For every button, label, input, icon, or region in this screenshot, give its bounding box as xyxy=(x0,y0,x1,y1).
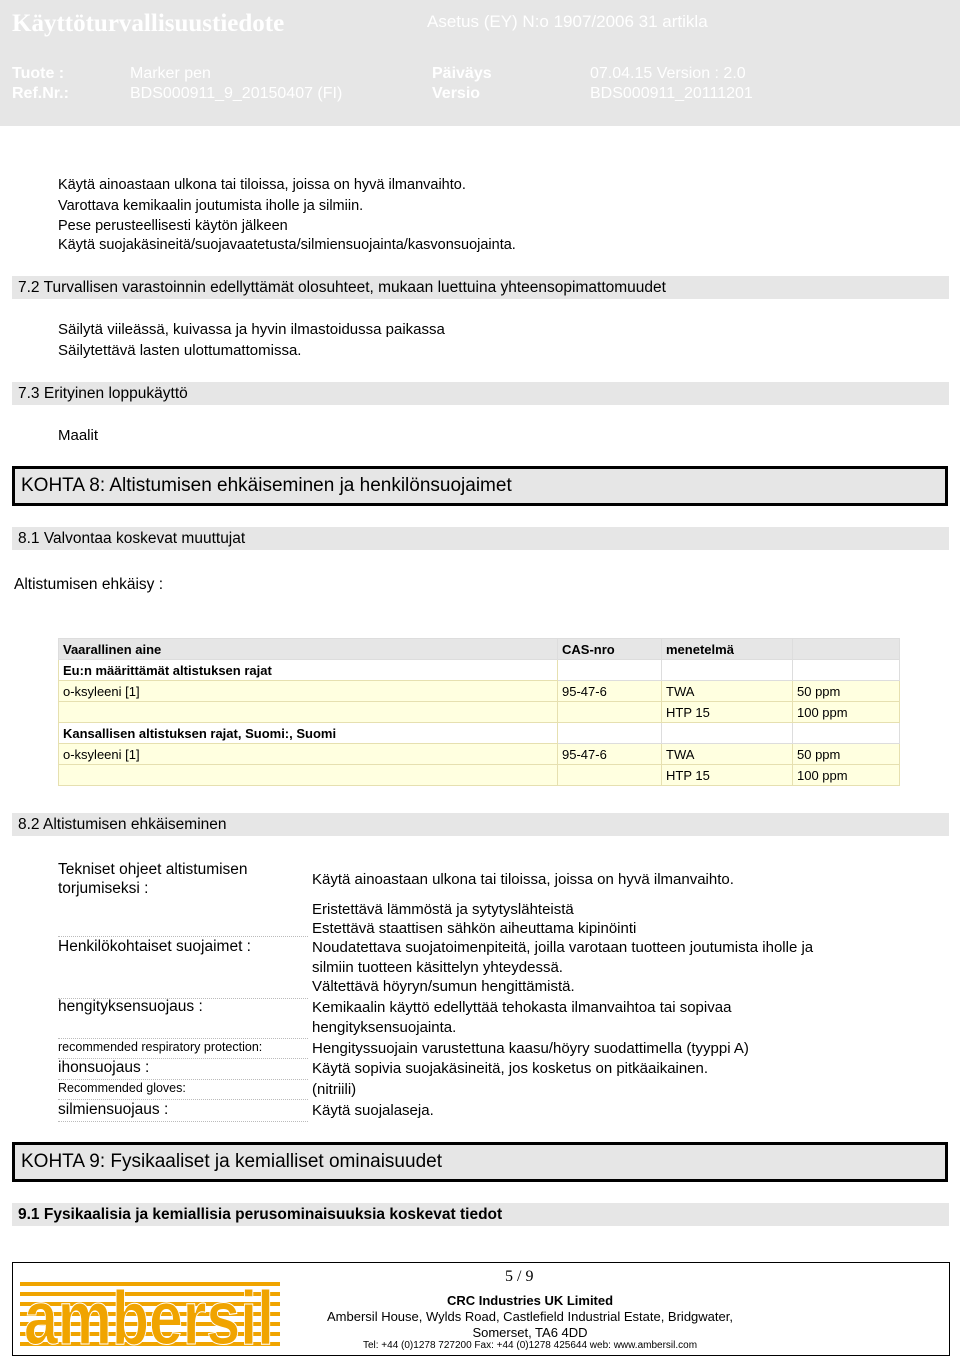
table-cell xyxy=(558,723,662,744)
protection-label: Recommended gloves: xyxy=(58,1081,308,1100)
protection-line: Käytä sopivia suojakäsineitä, jos kosketus on pitkäaikainen. xyxy=(312,1060,709,1077)
protection-line: Hengityssuojain varustettuna kaasu/höyry suodattimella (tyyppi A) xyxy=(312,1040,749,1057)
table-cell: 50 ppm xyxy=(793,744,900,765)
product-label: Tuote : xyxy=(12,65,65,82)
protection-line: Noudatettava suojatoimenpiteitä, joilla varotaan tuotteen joutumista iholle ja xyxy=(312,939,814,956)
table-cell xyxy=(793,660,900,681)
protection-label: silmiensuojaus : xyxy=(58,1101,308,1122)
table-header-cell: CAS-nro xyxy=(558,639,662,660)
ref-label: Ref.Nr.: xyxy=(12,85,69,102)
protection-value xyxy=(312,1080,912,1100)
table-cell xyxy=(558,702,662,723)
exposure-limits-table xyxy=(58,638,900,786)
protection-label: recommended respiratory protection: xyxy=(58,1040,308,1059)
footer-address-2: Somerset, TA6 4DD xyxy=(472,1325,588,1340)
intro-line: Käytä ainoastaan ulkona tai tiloissa, joissa on hyvä ilmanvaihto. xyxy=(58,177,466,193)
table-cell xyxy=(793,723,900,744)
version-label: Versio xyxy=(432,85,481,102)
table-cell: o-ksyleeni [1] xyxy=(59,681,558,702)
protection-label: Henkilökohtaiset suojaimet : xyxy=(58,938,308,999)
ambersil-logo xyxy=(20,1268,280,1357)
section-7-3-heading: 7.3 Erityinen loppukäyttö xyxy=(12,382,949,405)
product-value: Marker pen xyxy=(130,65,211,82)
footer-address-1: Ambersil House, Wylds Road, Castlefield Industrial Estate, Bridgwater, xyxy=(327,1309,733,1324)
section-8-2-heading: 8.2 Altistumisen ehkäiseminen xyxy=(12,813,949,836)
table-header-cell xyxy=(793,639,900,660)
table-cell: 95-47-6 xyxy=(558,681,662,702)
protection-value xyxy=(312,938,912,997)
date-label: Päiväys xyxy=(432,65,492,82)
table-row xyxy=(59,744,900,765)
intro-line: Pese perusteellisesti käytön jälkeen xyxy=(58,218,288,234)
table-row xyxy=(59,765,900,786)
table-cell: o-ksyleeni [1] xyxy=(59,744,558,765)
protection-value xyxy=(312,870,912,939)
protection-line: hengityksensuojainta. xyxy=(312,1018,457,1036)
table-cell: 100 ppm xyxy=(793,702,900,723)
table-cell: TWA xyxy=(662,744,793,765)
table-cell xyxy=(558,765,662,786)
table-cell xyxy=(558,660,662,681)
section-7-2-heading: 7.2 Turvallisen varastoinnin edellyttämät olosuhteet, mukaan luettuina yhteensopimattomuudet xyxy=(12,276,949,299)
protection-label: hengityksensuojaus : xyxy=(58,998,308,1039)
table-cell: Eu:n määrittämät altistuksen rajat xyxy=(59,660,558,681)
intro-line: Varottava kemikaalin joutumista iholle ja silmiin. xyxy=(58,198,364,214)
storage-line: Säilytettävä lasten ulottumattomissa. xyxy=(58,342,302,359)
svg-text:ambersil: ambersil xyxy=(24,1276,274,1357)
table-header-cell: menetelmä xyxy=(662,639,793,660)
protection-line: silmiin tuotteen käsittelyn yhteydessä. xyxy=(312,958,563,976)
protection-line: Käytä suojalaseja. xyxy=(312,1102,434,1119)
protection-line: (nitriili) xyxy=(312,1081,357,1098)
table-row xyxy=(59,681,900,702)
document-title: Käyttöturvallisuustiedote xyxy=(12,10,285,37)
protection-value xyxy=(312,998,912,1037)
date-value: 07.04.15 Version : 2.0 xyxy=(590,65,746,82)
table-cell: 50 ppm xyxy=(793,681,900,702)
section-8-1-heading: 8.1 Valvontaa koskevat muuttujat xyxy=(12,527,949,550)
table-row xyxy=(59,723,900,744)
footer-contact: Tel: +44 (0)1278 727200 Fax: +44 (0)1278 425644 web: www.ambersil.com xyxy=(362,1340,698,1351)
regulation-text: Asetus (EY) N:o 1907/2006 31 artikla xyxy=(427,12,708,31)
protection-label: ihonsuojaus : xyxy=(58,1059,308,1080)
protection-line: Eristettävä lämmöstä ja sytytyslähteistä xyxy=(312,900,574,918)
table-cell xyxy=(59,765,558,786)
table-cell xyxy=(59,702,558,723)
page-number: 5 / 9 xyxy=(505,1268,534,1285)
table-header-row xyxy=(59,639,900,660)
table-cell xyxy=(662,723,793,744)
section-8-title: KOHTA 8: Altistumisen ehkäiseminen ja henkilönsuojaimet xyxy=(12,466,948,506)
table-header-cell: Vaarallinen aine xyxy=(59,639,558,660)
table-cell: Kansallisen altistuksen rajat, Suomi:, Suomi xyxy=(59,723,558,744)
table-cell: 95-47-6 xyxy=(558,744,662,765)
protection-value xyxy=(312,1039,912,1059)
protection-line: Vältettävä höyryn/sumun hengittämistä. xyxy=(312,978,575,995)
protection-value xyxy=(312,1101,912,1121)
table-row xyxy=(59,702,900,723)
protection-line: Käytä ainoastaan ulkona tai tiloissa, joissa on hyvä ilmanvaihto. xyxy=(312,871,734,888)
version-value: BDS000911_20111201 xyxy=(590,85,753,102)
footer-company: CRC Industries UK Limited xyxy=(446,1293,614,1308)
section-9-1-heading: 9.1 Fysikaalisia ja kemiallisia perusominaisuuksia koskevat tiedot xyxy=(12,1203,949,1226)
table-cell: 100 ppm xyxy=(793,765,900,786)
protection-value xyxy=(312,1059,912,1079)
section-9-title: KOHTA 9: Fysikaaliset ja kemialliset ominaisuudet xyxy=(12,1142,948,1182)
table-cell: HTP 15 xyxy=(662,702,793,723)
table-cell: TWA xyxy=(662,681,793,702)
protection-label: Tekniset ohjeet altistumisen torjumiseksi : xyxy=(58,860,308,937)
end-use-text: Maalit xyxy=(58,427,99,444)
table-cell: HTP 15 xyxy=(662,765,793,786)
table-cell xyxy=(662,660,793,681)
protection-line: Kemikaalin käyttö edellyttää tehokasta ilmanvaihtoa tai sopivaa xyxy=(312,999,732,1016)
intro-line: Käytä suojakäsineitä/suojavaatetusta/silmiensuojainta/kasvonsuojainta. xyxy=(58,237,516,253)
ref-value: BDS000911_9_20150407 (FI) xyxy=(130,85,343,102)
table-row xyxy=(59,660,900,681)
storage-line: Säilytä viileässä, kuivassa ja hyvin ilmastoidussa paikassa xyxy=(58,321,445,338)
protection-line: Estettävä staattisen sähkön aiheuttama kipinöinti xyxy=(312,920,637,937)
exposure-subheading: Altistumisen ehkäisy : xyxy=(14,576,164,593)
